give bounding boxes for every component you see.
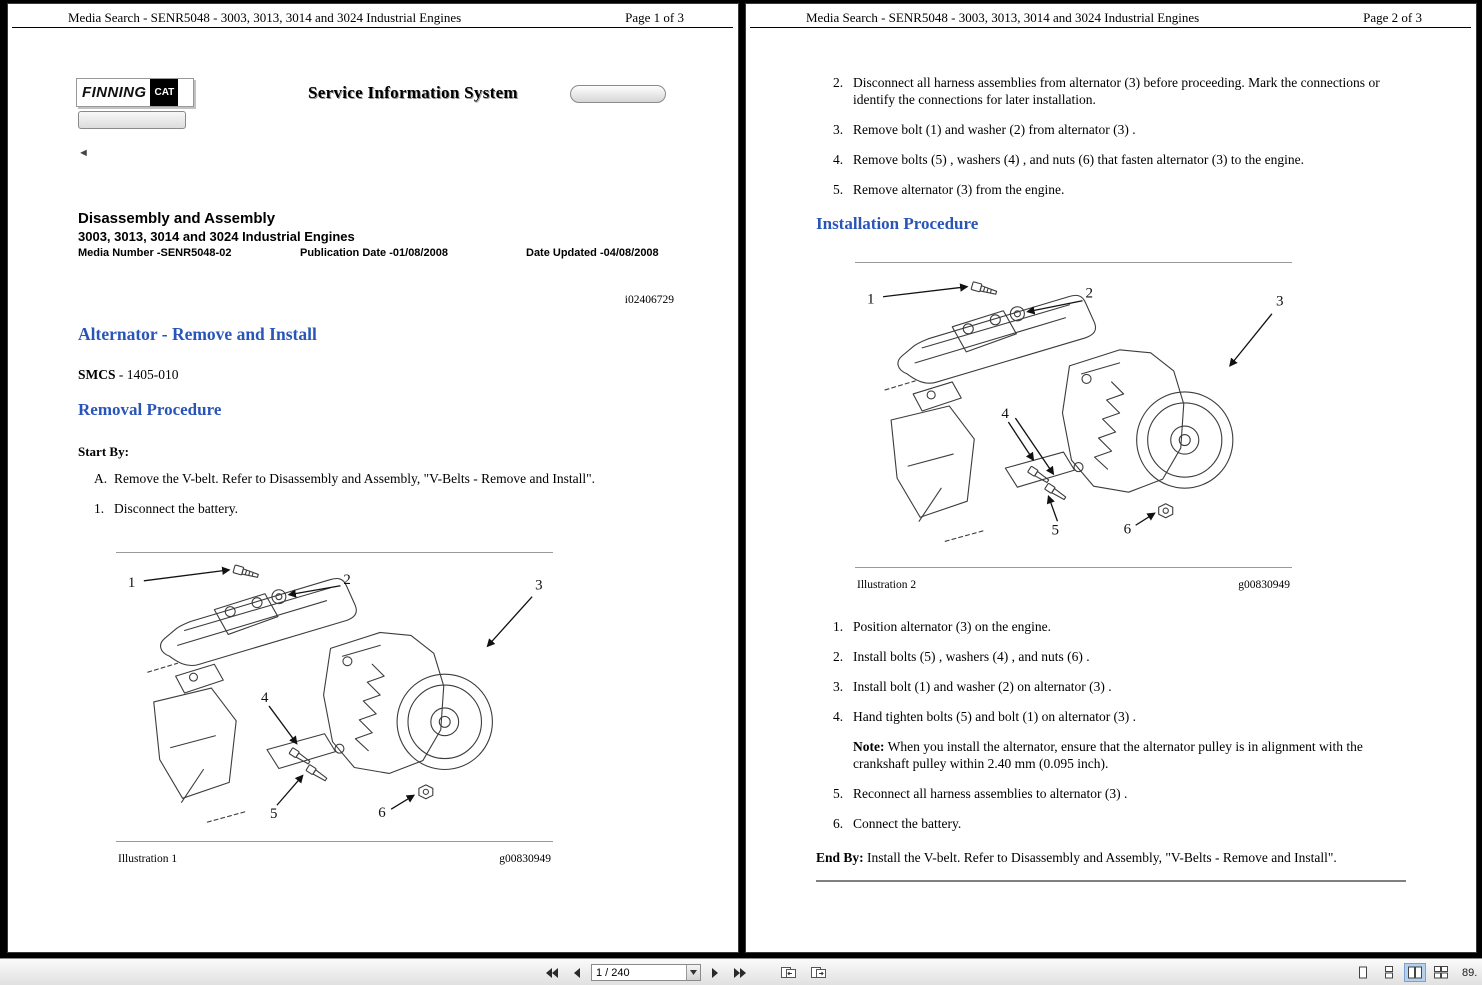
back-arrow-icon[interactable]: ◄ bbox=[78, 147, 89, 159]
page1-steps bbox=[94, 470, 659, 530]
article-end-rule bbox=[816, 880, 1406, 882]
list-item-number: 5. bbox=[833, 182, 844, 197]
page1-header-title: Media Search - SENR5048 - 3003, 3013, 3014 and 3024 Industrial Engines bbox=[68, 10, 462, 25]
list-item-number: 3. bbox=[833, 122, 844, 137]
list-item-text: Remove bolts (5) , washers (4) , and nuts (6) that fasten alternator (3) to the engine. bbox=[853, 152, 1304, 167]
list-item-number: A. bbox=[94, 471, 108, 486]
page-number-input[interactable] bbox=[592, 965, 686, 980]
illustration-bottom-rule bbox=[116, 841, 553, 842]
continuous-view-button[interactable] bbox=[1378, 963, 1400, 982]
callout-3: 3 bbox=[535, 577, 543, 594]
double-left-triangle-icon bbox=[544, 967, 559, 979]
removal-procedure-heading: Removal Procedure bbox=[78, 400, 222, 419]
two-page-icon bbox=[1407, 966, 1423, 979]
callout-2: 2 bbox=[1085, 285, 1094, 302]
list-item bbox=[833, 648, 1398, 665]
next-view-button[interactable] bbox=[807, 963, 830, 982]
installation-procedure-heading: Installation Procedure bbox=[816, 214, 979, 233]
callout-5: 5 bbox=[269, 806, 278, 823]
illustration-1-caption-row bbox=[116, 853, 553, 865]
viewer-toolbar bbox=[0, 958, 1482, 985]
doc-id: i02406729 bbox=[624, 294, 674, 306]
right-triangle-icon bbox=[711, 967, 720, 979]
doc-subtitle: 3003, 3013, 3014 and 3024 Industrial Engines bbox=[78, 229, 355, 244]
list-item bbox=[833, 708, 1398, 725]
illustration-2-callouts bbox=[867, 286, 1283, 539]
list-item-number: 2. bbox=[833, 75, 844, 90]
sis-title: Service Information System bbox=[308, 83, 518, 102]
finning-cat-logo bbox=[76, 78, 194, 107]
smcs-value: - 1405-010 bbox=[115, 367, 179, 382]
list-item bbox=[833, 121, 1398, 138]
previous-view-button[interactable] bbox=[777, 963, 800, 982]
list-item-number: 4. bbox=[833, 152, 844, 167]
list-item bbox=[833, 678, 1398, 695]
list-item bbox=[833, 815, 1398, 832]
illustration-bottom-rule bbox=[855, 567, 1292, 568]
page-number-combo[interactable] bbox=[591, 964, 701, 981]
illustration-2-caption: Illustration 2 bbox=[857, 579, 917, 591]
list-item-text: Disconnect all harness assemblies from alternator (3) before proceeding. Mark the connections or identify the connections for later installation. bbox=[853, 75, 1380, 107]
list-item-text: Remove bolt (1) and washer (2) from alternator (3) . bbox=[853, 122, 1136, 137]
note-paragraph bbox=[853, 738, 1398, 772]
illustration-1-callouts bbox=[128, 570, 543, 822]
list-item bbox=[833, 785, 1398, 802]
illustration-1-caption: Illustration 1 bbox=[118, 853, 178, 865]
alternator-illustration-1 bbox=[116, 553, 553, 841]
list-item-number: 2. bbox=[833, 649, 844, 664]
list-item-text: Install bolt (1) and washer (2) on alternator (3) . bbox=[853, 679, 1112, 694]
illustration-2-caption-row bbox=[855, 579, 1292, 591]
left-triangle-icon bbox=[572, 967, 581, 979]
list-item-number: 3. bbox=[833, 679, 844, 694]
callout-4: 4 bbox=[261, 689, 269, 706]
list-item-text: Reconnect all harness assemblies to alternator (3) . bbox=[853, 786, 1128, 801]
illustration-2-block bbox=[855, 262, 1292, 591]
page-1 bbox=[8, 4, 738, 952]
callout-3: 3 bbox=[1275, 293, 1284, 310]
list-item-number: 1. bbox=[94, 501, 105, 516]
end-by-paragraph bbox=[816, 849, 1416, 866]
list-item-text: Disconnect the battery. bbox=[114, 501, 238, 516]
callout-1: 1 bbox=[867, 291, 875, 308]
alternator-illustration-2 bbox=[855, 263, 1292, 567]
list-item-number: 4. bbox=[833, 709, 844, 724]
page2-header-title: Media Search - SENR5048 - 3003, 3013, 3014 and 3024 Industrial Engines bbox=[806, 10, 1200, 25]
publication-date: Publication Date -01/08/2008 bbox=[300, 247, 448, 259]
finning-logo-text: FINNING bbox=[82, 84, 147, 101]
two-page-view-button[interactable] bbox=[1404, 963, 1426, 982]
note-label: Note: bbox=[853, 739, 885, 754]
list-item-number: 5. bbox=[833, 786, 844, 801]
start-by-label: Start By: bbox=[78, 444, 129, 459]
list-item-number: 6. bbox=[833, 816, 844, 831]
list-item bbox=[833, 181, 1398, 198]
end-by-text: Install the V-belt. Refer to Disassembly and Assembly, "V-Belts - Remove and Install". bbox=[863, 850, 1337, 865]
callout-5: 5 bbox=[1051, 522, 1059, 539]
list-item bbox=[833, 151, 1398, 168]
callout-6: 6 bbox=[378, 805, 386, 822]
single-page-icon bbox=[1355, 966, 1371, 979]
previous-page-button[interactable] bbox=[569, 963, 584, 982]
list-item bbox=[94, 470, 659, 487]
list-item-text: Hand tighten bolts (5) and bolt (1) on alternator (3) . bbox=[853, 709, 1137, 724]
note-text: When you install the alternator, ensure that the alternator pulley is in alignment with the crankshaft pulley within 2.40 mm (0.095 inch). bbox=[853, 739, 1363, 771]
cat-logo-text: CAT bbox=[150, 79, 178, 106]
smcs-line bbox=[78, 367, 179, 383]
installation-steps bbox=[833, 618, 1398, 845]
page2-page-label: Page 2 of 3 bbox=[1363, 10, 1422, 25]
double-right-triangle-icon bbox=[733, 967, 748, 979]
illustration-1-code: g00830949 bbox=[499, 853, 551, 865]
list-item-text: Position alternator (3) on the engine. bbox=[853, 619, 1051, 634]
smcs-label: SMCS bbox=[78, 367, 116, 382]
callout-2: 2 bbox=[343, 571, 351, 588]
callout-6: 6 bbox=[1123, 521, 1132, 538]
previous-view-icon bbox=[780, 966, 797, 979]
illustration-1-block bbox=[116, 552, 553, 865]
list-item bbox=[833, 74, 1398, 108]
single-page-view-button[interactable] bbox=[1352, 963, 1374, 982]
list-item bbox=[94, 500, 659, 517]
callout-4: 4 bbox=[1001, 406, 1009, 423]
list-item-text: Remove the V-belt. Refer to Disassembly and Assembly, "V-Belts - Remove and Install". bbox=[114, 471, 595, 486]
doc-meta-row bbox=[78, 247, 678, 261]
doc-section-title: Disassembly and Assembly bbox=[78, 210, 276, 227]
removal-steps-continued bbox=[833, 74, 1398, 211]
page-navigation-group bbox=[541, 963, 830, 982]
top-right-button[interactable] bbox=[570, 85, 666, 103]
list-item bbox=[833, 618, 1398, 635]
list-item-text: Connect the battery. bbox=[853, 816, 962, 831]
next-page-button[interactable] bbox=[708, 963, 723, 982]
page1-page-label: Page 1 of 3 bbox=[625, 10, 684, 25]
page-2 bbox=[746, 4, 1476, 952]
two-page-continuous-view-button[interactable] bbox=[1430, 963, 1452, 982]
page2-header-divider bbox=[750, 27, 1471, 28]
page2-header bbox=[746, 10, 1476, 28]
zoom-level: 89. bbox=[1462, 966, 1478, 979]
nav-dropdown-button[interactable] bbox=[78, 111, 186, 129]
last-page-button[interactable] bbox=[730, 963, 751, 982]
page-display-group bbox=[1352, 963, 1482, 982]
date-updated: Date Updated -04/08/2008 bbox=[526, 247, 659, 259]
list-item-number: 1. bbox=[833, 619, 844, 634]
page1-header bbox=[8, 10, 738, 28]
continuous-pages-icon bbox=[1381, 966, 1397, 979]
two-page-continuous-icon bbox=[1433, 966, 1449, 979]
end-by-label: End By: bbox=[816, 850, 864, 865]
illustration-2-code: g00830949 bbox=[1238, 579, 1290, 591]
first-page-button[interactable] bbox=[541, 963, 562, 982]
combo-caret-button[interactable] bbox=[686, 965, 700, 980]
document-pages-area bbox=[8, 4, 1476, 952]
article-title: Alternator - Remove and Install bbox=[78, 324, 317, 344]
list-item-text: Install bolts (5) , washers (4) , and nuts (6) . bbox=[853, 649, 1090, 664]
media-number: Media Number -SENR5048-02 bbox=[78, 247, 232, 259]
next-view-icon bbox=[810, 966, 827, 979]
callout-1: 1 bbox=[127, 574, 136, 591]
caret-down-icon bbox=[690, 970, 697, 975]
page1-header-divider bbox=[12, 27, 733, 28]
list-item-text: Remove alternator (3) from the engine. bbox=[853, 182, 1065, 197]
